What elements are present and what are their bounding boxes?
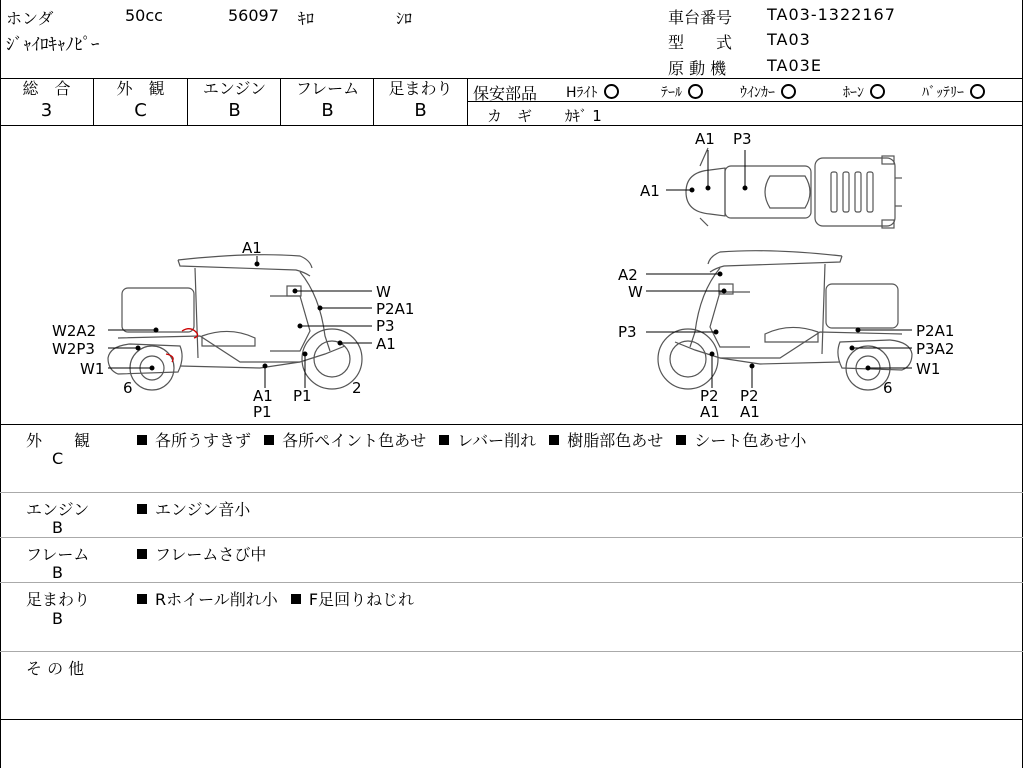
grade-suspension <box>374 79 467 125</box>
ok-circle-icon <box>870 84 885 99</box>
diagram-label: A1 <box>376 335 396 353</box>
section-grade: B <box>52 609 63 628</box>
grade-overall <box>0 79 93 125</box>
diagram-label: P3 <box>618 323 637 341</box>
rule <box>0 651 1023 652</box>
diagram-label: P2 <box>700 387 719 405</box>
diagram-label: A1 <box>242 239 262 257</box>
bullet-square-icon <box>137 504 147 514</box>
grade-engine <box>188 79 281 125</box>
bullet-square-icon <box>291 594 301 604</box>
bullet-square-icon <box>137 549 147 559</box>
section-grade: C <box>52 449 64 468</box>
mileage: 56097 <box>228 6 279 25</box>
type-value: TA03 <box>767 30 811 49</box>
diagram-label: P1 <box>253 403 272 421</box>
bullet-square-icon <box>137 435 147 445</box>
section-notes: エンジン音小 <box>137 497 250 520</box>
key-value: ｶｷﾞ 1 <box>565 107 602 125</box>
bullet-square-icon <box>676 435 686 445</box>
section-title: フレーム <box>26 545 90 564</box>
grade-label: 総 合 <box>22 79 71 98</box>
damage-diagram <box>0 126 1022 424</box>
scooter-top-view <box>686 148 902 228</box>
diagram-label: P1 <box>293 387 312 405</box>
key-label: カ ギ <box>487 107 533 125</box>
safety-item-horn: ﾎｰﾝ <box>843 82 885 102</box>
frame-right <box>1022 0 1023 768</box>
displacement: 50cc <box>125 6 163 25</box>
grade-label: フレーム <box>295 79 360 98</box>
chassis-value: TA03-1322167 <box>767 5 896 24</box>
mileage-unit: ｷﾛ <box>298 9 315 28</box>
rule <box>0 492 1023 493</box>
grade-label: 外 観 <box>116 79 165 98</box>
safety-item-tail: ﾃｰﾙ <box>661 82 703 102</box>
diagram-label: 6 <box>123 379 133 397</box>
diagram-label: A1 <box>700 403 720 421</box>
section-notes: フレームさび中 <box>137 542 266 565</box>
diagram-label: A1 <box>695 130 715 148</box>
diagram-label: W2P3 <box>52 340 95 358</box>
section-title: 足まわり <box>26 590 91 609</box>
safety-item-battery: ﾊﾞｯﾃﾘｰ <box>922 82 985 102</box>
diagram-label: 6 <box>883 379 893 397</box>
diagram-label: P3A2 <box>916 340 955 358</box>
grade-exterior <box>94 79 187 125</box>
rule <box>467 78 468 125</box>
grade-value: B <box>228 100 241 121</box>
scooter-right-view <box>658 251 912 390</box>
model-name: ｼﾞｬｲﾛｷｬﾉﾋﾟｰ <box>6 35 100 55</box>
ok-circle-icon <box>604 84 619 99</box>
diagram-label: W2A2 <box>52 322 97 340</box>
chassis-label: 車台番号 <box>668 8 733 27</box>
bullet-square-icon <box>549 435 559 445</box>
diagram-label: A1 <box>740 403 760 421</box>
grade-frame <box>281 79 374 125</box>
diagram-label: 2 <box>352 379 362 397</box>
safety-label: 保安部品 <box>473 84 538 103</box>
diagram-label: A1 <box>640 182 660 200</box>
diagram-label: W <box>628 283 643 301</box>
grade-value: 3 <box>40 100 53 121</box>
section-notes: 各所うすきず 各所ペイント色あせ レバー削れ 樹脂部色あせ シート色あせ小 <box>137 428 806 451</box>
grade-label: 足まわり <box>388 79 453 98</box>
diagram-label: W1 <box>916 360 941 378</box>
grade-label: エンジン <box>202 79 267 98</box>
section-title: 外 観 <box>26 431 91 450</box>
rule <box>0 537 1023 538</box>
section-grade: B <box>52 563 63 582</box>
scooter-left-view <box>108 255 362 390</box>
grade-value: B <box>321 100 334 121</box>
section-title: そ の 他 <box>26 659 85 678</box>
bullet-square-icon <box>439 435 449 445</box>
rule <box>0 582 1023 583</box>
diagram-label: W1 <box>80 360 105 378</box>
bullet-square-icon <box>137 594 147 604</box>
diagram-label: P2A1 <box>376 300 415 318</box>
diagram-label: P2A1 <box>916 322 955 340</box>
grade-value: B <box>414 100 427 121</box>
diagram-label: P2 <box>740 387 759 405</box>
ok-circle-icon <box>781 84 796 99</box>
ok-circle-icon <box>970 84 985 99</box>
diagram-label: A1 <box>253 387 273 405</box>
grade-value: C <box>134 100 147 121</box>
diagram-label: P3 <box>376 317 395 335</box>
diagram-label: A2 <box>618 266 638 284</box>
bullet-square-icon <box>264 435 274 445</box>
section-title: エンジン <box>26 500 90 519</box>
section-notes: Rホイール削れ小 F足回りねじれ <box>137 587 414 610</box>
engine-value: TA03E <box>767 56 822 75</box>
section-grade: B <box>52 518 63 537</box>
diagram-label: P3 <box>733 130 752 148</box>
type-label: 型 式 <box>668 33 733 52</box>
color: ｼﾛ <box>396 9 413 28</box>
engine-label: 原 動 機 <box>668 59 727 78</box>
rule <box>0 719 1023 720</box>
safety-item-winker: ｳｲﾝｶｰ <box>740 82 796 102</box>
rule <box>0 424 1023 425</box>
diagram-label: W <box>376 283 391 301</box>
maker: ホンダ <box>6 9 54 28</box>
safety-item-headlight: Hﾗｲﾄ <box>566 82 619 102</box>
ok-circle-icon <box>688 84 703 99</box>
